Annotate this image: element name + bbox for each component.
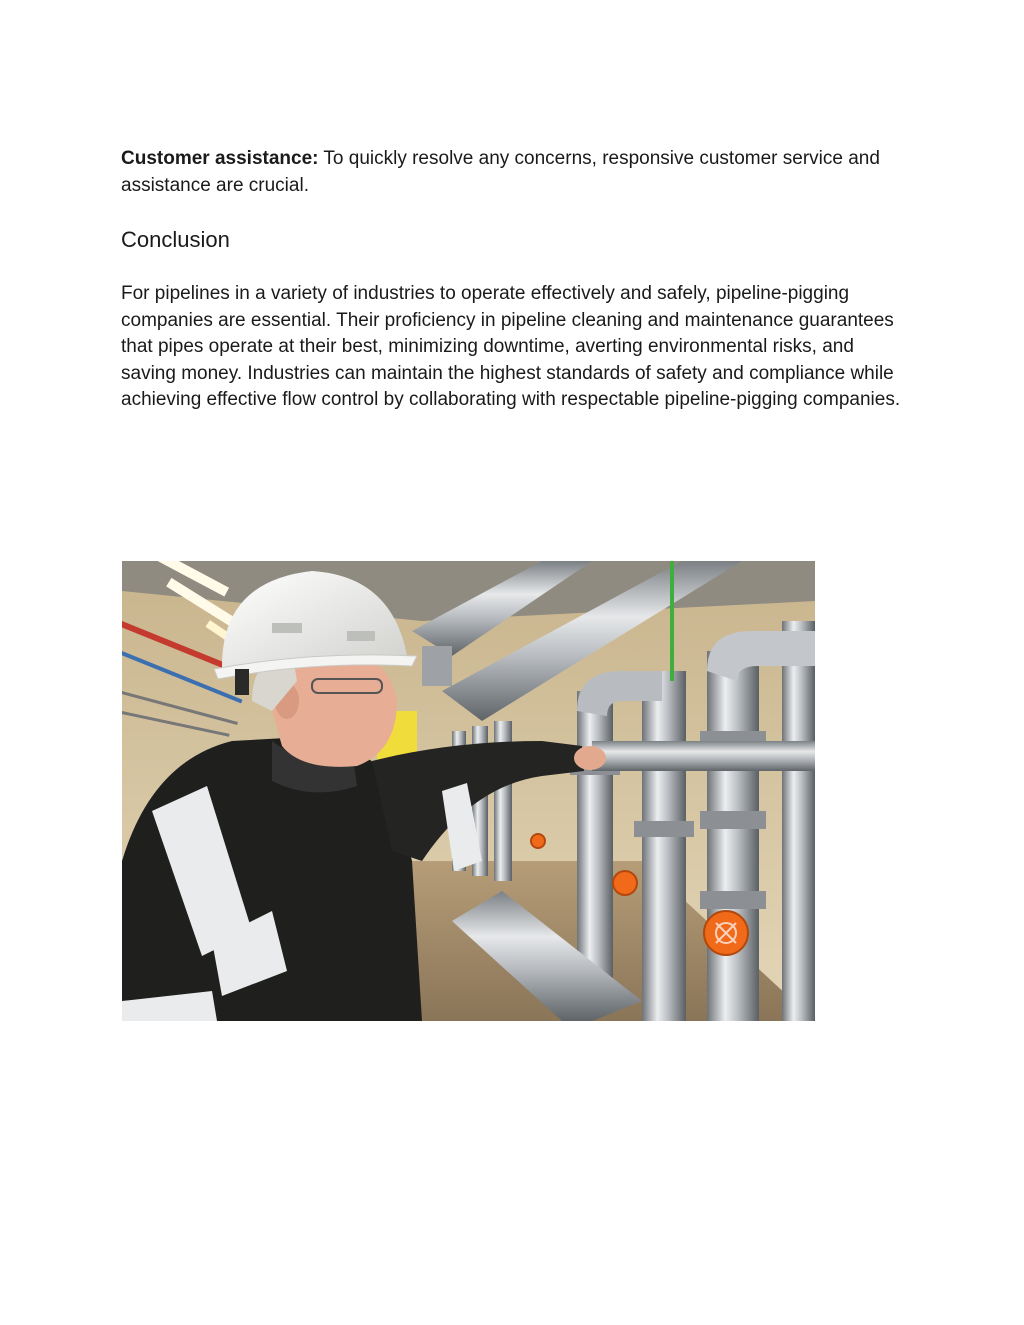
conclusion-heading: Conclusion	[121, 227, 230, 252]
customer-assistance-paragraph	[121, 146, 901, 199]
customer-assistance-text: To quickly resolve any concerns, responsive customer service and assistance are crucial.	[121, 148, 880, 196]
customer-assistance-label: Customer assistance:	[121, 148, 319, 169]
worker-pipes-photo	[122, 561, 815, 1021]
conclusion-paragraph: For pipelines in a variety of industries to operate effectively and safely, pipeline-pigging companies are essential. Their proficiency in pipeline cleaning and maintenance guarantees that pipes operate at their best, minimizing downtime, averting environmental risks, and saving money. Industries can maintain the highest standards of safety and compliance while achieving effective flow control by collaborating with respectable pipeline-pigging companies.	[121, 283, 901, 410]
